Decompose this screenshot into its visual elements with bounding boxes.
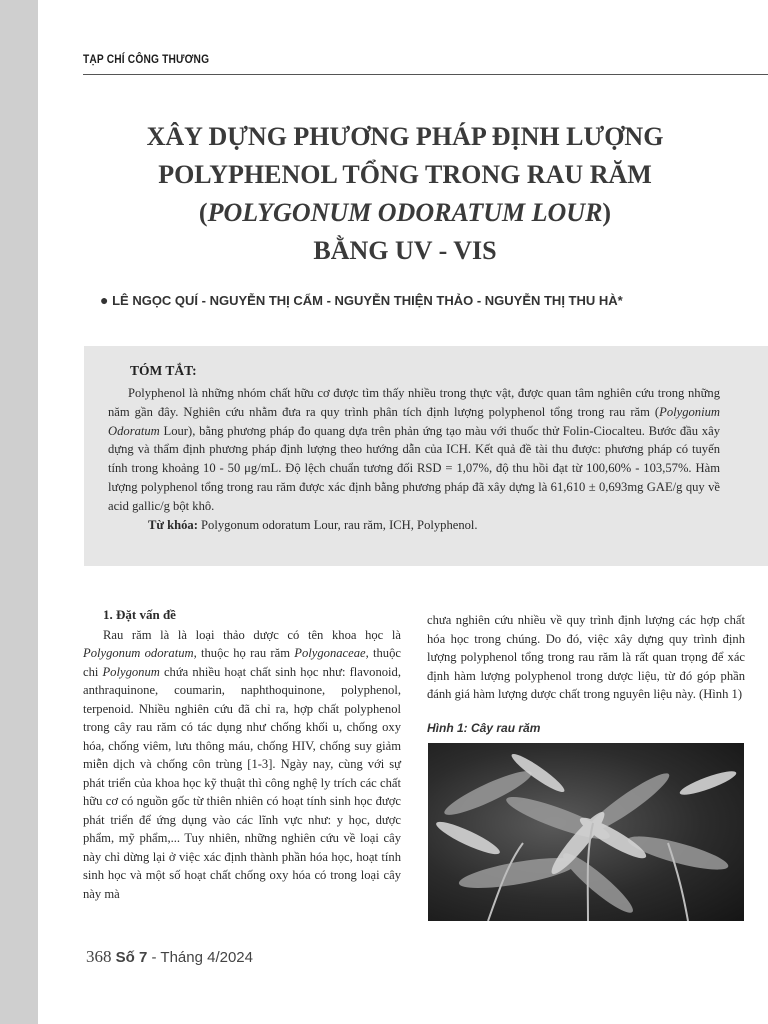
author-names: LÊ NGỌC QUÍ - NGUYỄN THỊ CẨM - NGUYỄN THIỆN THẢO - NGUYỄN THỊ THU HÀ* xyxy=(112,293,623,308)
title-species: POLYGONUM ODORATUM LOUR xyxy=(207,198,603,227)
right-column xyxy=(427,611,745,704)
issue-date: - Tháng 4/2024 xyxy=(147,949,253,966)
figure-caption: Hình 1: Cây rau răm xyxy=(427,721,541,735)
title-paren-close: ) xyxy=(602,198,612,227)
article-title xyxy=(60,118,750,270)
abstract-species-italic: Polygonium Odoratum xyxy=(108,404,720,438)
keywords xyxy=(108,516,720,535)
abstract-heading: TÓM TẮT: xyxy=(130,363,197,378)
title-line-1: XÂY DỰNG PHƯƠNG PHÁP ĐỊNH LƯỢNG xyxy=(146,122,664,151)
abstract-text-part2: Lour), bằng phương pháp đo quang dựa trên phản ứng tạo màu với thuốc thử Folin-Ciocalteu. Bước đầu xây dựng và thẩm định phương pháp định lượng theo hướng dẫn của ICH. Kết quả đề tài thu được: phương pháp có tuyến tính trong khoảng 10 - 50 μg/mL. Độ lệch chuẩn tương đối RSD = 1,07%, độ thu hồi đạt từ 100,60% - 103,57%. Hàm lượng polyphenol tổng trong rau răm được xác định bằng phương pháp đã xây dựng là 61,610 ± 0,693mg GAE/g quy về acid gallic/g bột khô. xyxy=(108,423,720,513)
left-column xyxy=(83,606,401,903)
plant-photo xyxy=(428,743,744,921)
section-paragraph xyxy=(83,626,401,904)
abstract-text xyxy=(108,384,720,516)
section-heading: 1. Đặt vấn đề xyxy=(103,607,176,622)
keywords-list: Polygonum odoratum Lour, rau răm, ICH, Polyphenol. xyxy=(197,517,478,532)
plant-photo-leaves xyxy=(428,743,744,921)
para-italic-3: Polygonum xyxy=(102,664,160,679)
title-line-4: BẰNG UV - VIS xyxy=(313,236,497,265)
page-number: 368 xyxy=(86,947,112,966)
title-line-3 xyxy=(199,198,611,227)
para-part-c: thuộc chi xyxy=(83,646,401,679)
issue-number: Số 7 xyxy=(115,949,148,966)
abstract-body xyxy=(108,384,720,534)
para-italic-2: Polygonaceae, xyxy=(294,646,369,660)
para-part-b: thuộc họ rau răm xyxy=(196,646,295,660)
header-rule xyxy=(83,74,768,75)
right-column-paragraph: chưa nghiên cứu nhiều về quy trình định lượng các hợp chất hóa học trong chúng. Do đó, việc xây dựng quy trình định lượng polyphenol tổng trong rau răm là rất quan trọng để xác định hàm lượng polyphenol trong dược liệu, từ đó góp phần đánh giá hàm lượng dược chất trong nguyên liệu này. (Hình 1) xyxy=(427,613,745,701)
left-margin-bar xyxy=(0,0,38,1024)
page-footer xyxy=(86,947,253,967)
para-part-a: Rau răm là là loại thảo dược có tên khoa học là xyxy=(103,627,401,642)
title-line-2: POLYPHENOL TỔNG TRONG RAU RĂM xyxy=(158,160,652,189)
para-part-d: chứa nhiều hoạt chất sinh học như: flavonoid, anthraquinone, coumarin, naphthoquinone, polyphenol, terpenoid. Nhiều nghiên cứu đã chỉ ra, hợp chất polyphenol trong cây rau răm có tác dụng như chống khối u, chống oxy hóa, chống viêm, lưu thông máu, chống HIV, chống suy giảm miễn dịch và chống côn trùng [1-3]. Ngày nay, cùng với sự phát triển của khoa học kỹ thuật thì công nghệ ly trích các chất hữu cơ có nguồn gốc từ thiên nhiên có hoạt tính sinh học được phát triển để ứng dụng vào các lĩnh vực như: y học, dược phẩm, mỹ phẩm,... Tuy nhiên, những nghiên cứu về loại cây này chỉ dừng lại ở việc xác định thành phần hóa học, hoạt tính sinh học và một số hoạt chất chống oxy hóa có trong loại cây này mà xyxy=(83,664,401,901)
para-italic-1: Polygonum odoratum, xyxy=(83,646,197,660)
author-line xyxy=(100,292,760,308)
journal-name: TẠP CHÍ CÔNG THƯƠNG xyxy=(83,52,210,66)
keywords-label: Từ khóa: xyxy=(148,517,198,532)
bullet-icon: ● xyxy=(100,292,109,308)
abstract-text-part1: Polyphenol là những nhóm chất hữu cơ được tìm thấy nhiều trong thực vật, được quan tâm nghiên cứu trong những năm gần đây. Nghiên cứu nhằm đưa ra quy trình phân tích định lượng polyphenol tổng trong rau răm ( xyxy=(108,386,720,419)
title-paren-open: ( xyxy=(198,198,208,227)
